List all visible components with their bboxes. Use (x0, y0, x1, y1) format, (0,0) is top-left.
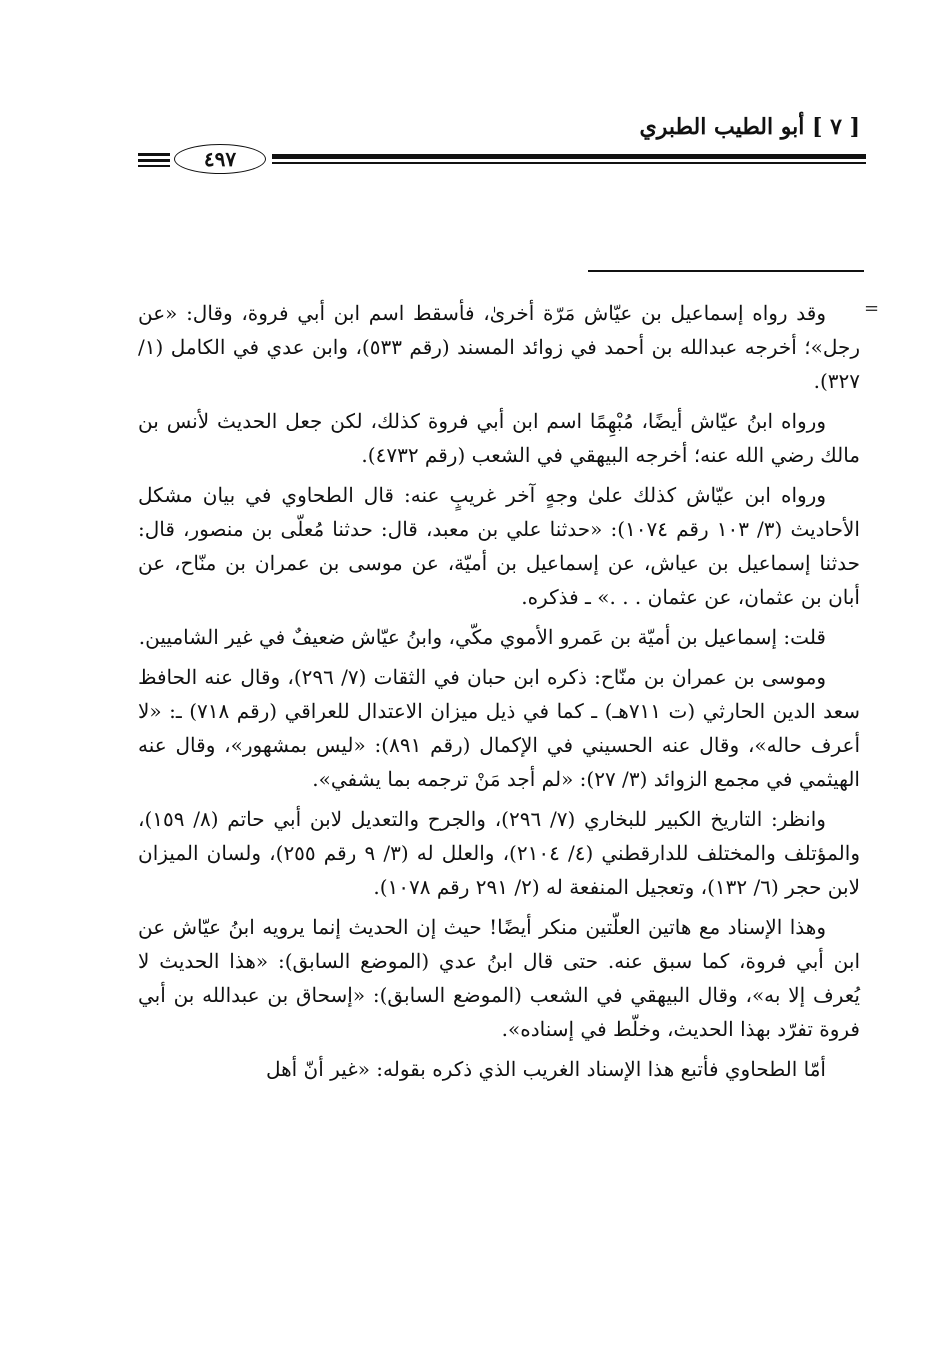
header-left-rule (138, 153, 170, 156)
header-left-rule (138, 159, 170, 162)
paragraph: وانظر: التاريخ الكبير للبخاري (٧/ ٢٩٦)، والجرح والتعديل لابن أبي حاتم (٨/ ١٥٩)، والمؤتلف والمختلف للدارقطني (٤/ ٢١٠٤)، والعلل له (٣/ ٩ رقم ٢٥٥)، ولسان الميزان لابن حجر (٦/ ١٣٢)، وتعجيل المنفعة له (٢/ ٢٩١ رقم ١٠٧٨). (138, 807, 860, 899)
paragraph: أمّا الطحاوي فأتبع هذا الإسناد الغريب الذي ذكره بقوله: «غير أنّ أهل (265, 1057, 826, 1081)
footnote-body (138, 296, 860, 1092)
paragraph: ورواه ابن عيّاش كذلك علىٰ وجهٍ آخر غريبٍ عنه: قال الطحاوي في بيان مشكل الأحاديث (٣/ ١٠٣ رقم ١٠٧٤): «حدثنا علي بن معبد، قال: حدثنا مُعلّى بن منصور، قال: حدثنا إسماعيل بن عياش، عن إسماعيل بن أميّة، عن موسى بن عمران بن منّاح، عن أبان بن عثمان، عن عثمان . . .» ـ فذكره. (138, 483, 860, 609)
page-number: ٤٩٧ (174, 144, 266, 174)
header-rule (272, 154, 866, 159)
paragraph: قلت: إسماعيل بن أميّة بن عَمرو الأموي مكّي، وابنُ عيّاش ضعيفٌ في غير الشاميين. (138, 625, 826, 649)
paragraph: وهذا الإسناد مع هاتين العلّتين منكر أيضًا! حيث إن الحديث إنما يرويه ابنُ عيّاش عن ابن أبي فروة، كما سبق عنه. حتى قال ابنُ عدي (الموضع السابق): «هذا الحديث لا يُعرف إلا به»، وقال البيهقي في الشعب (الموضع السابق): «إسحاق بن عبدالله بن أبي فروة تفرّد بهذا الحديث، وخلّط في إسناده». (138, 915, 860, 1041)
header-left-rule (138, 165, 170, 167)
footnote-separator (588, 270, 864, 272)
header-rule-thin (272, 162, 866, 164)
running-header-title: [ ٧ ] أبو الطيب الطبري (639, 114, 860, 140)
paragraph: وقد رواه إسماعيل بن عيّاش مَرّة أخرىٰ، فأسقط اسم ابن أبي فروة، وقال: «عن رجل»؛ أخرجه عبدالله بن أحمد في زوائد المسند (رقم ٥٣٣)، وابن عدي في الكامل (١/ ٣٢٧). (138, 301, 860, 393)
paragraph: وموسى بن عمران بن منّاح: ذكره ابن حبان في الثقات (٧/ ٢٩٦)، وقال عنه الحافظ سعد الدين الحارثي (ت ٧١١هـ) ـ كما في ذيل ميزان الاعتدال للعراقي (رقم ٧١٨) ـ: «لا أعرف حاله»، وقال عنه الحسيني في الإكمال (رقم ٨٩١): «ليس بمشهور»، وقال عنه الهيثمي في مجمع الزوائد (٣/ ٢٧): «لم أجد مَنْ ترجمه بما يشفي». (138, 665, 861, 791)
continuation-mark: = (864, 298, 880, 319)
paragraph: ورواه ابنُ عيّاش أيضًا، مُبْهِمًا اسم ابن أبي فروة كذلك، لكن جعل الحديث لأنس بن مالك رضي الله عنه؛ أخرجه البيهقي في الشعب (رقم ٤٧٣٢). (138, 409, 860, 467)
